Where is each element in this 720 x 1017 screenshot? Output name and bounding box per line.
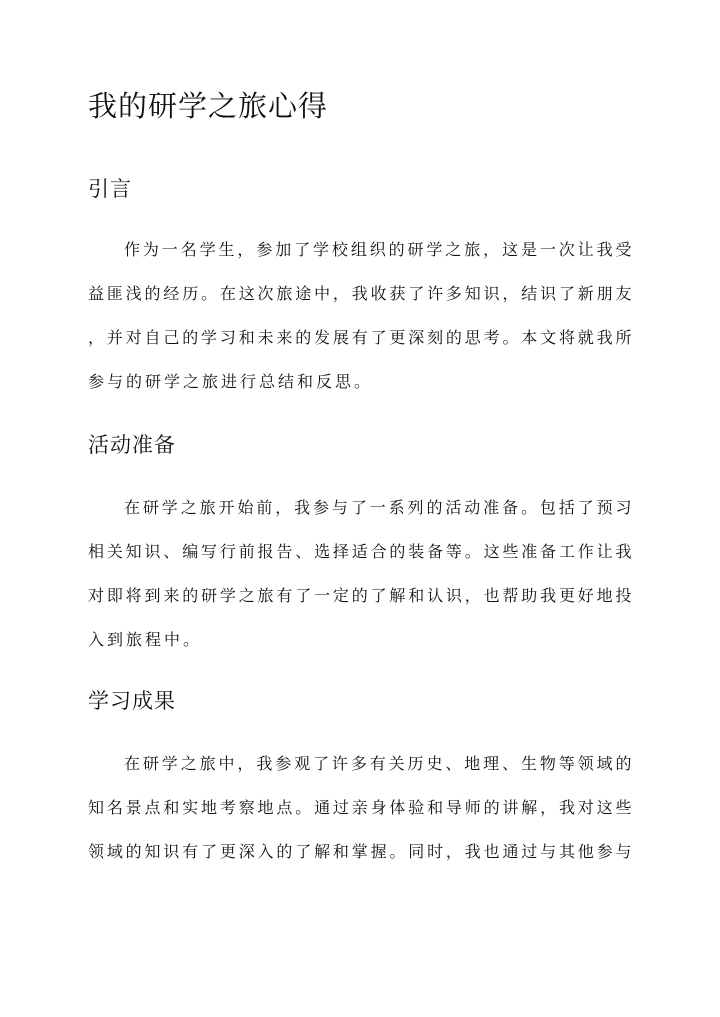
paragraph-line: 相关知识、编写行前报告、选择适合的装备等。这些准备工作让我 bbox=[88, 542, 632, 561]
section-heading-preparation: 活动准备 bbox=[88, 433, 176, 457]
paragraph-line: 领域的知识有了更深入的了解和掌握。同时，我也通过与其他参与 bbox=[88, 842, 632, 861]
paragraph-introduction bbox=[88, 236, 632, 412]
paragraph-line: ，并对自己的学习和未来的发展有了更深刻的思考。本文将就我所 bbox=[88, 328, 632, 347]
paragraph-line: 在研学之旅开始前，我参与了一系列的活动准备。包括了预习 bbox=[124, 498, 632, 517]
paragraph-line: 入到旅程中。 bbox=[88, 630, 203, 649]
section-heading-learning-outcomes: 学习成果 bbox=[88, 689, 176, 713]
paragraph-line: 作为一名学生，参加了学校组织的研学之旅，这是一次让我受 bbox=[124, 240, 632, 259]
section-heading-introduction: 引言 bbox=[88, 177, 132, 201]
paragraph-line: 在研学之旅中，我参观了许多有关历史、地理、生物等领域的 bbox=[124, 754, 632, 773]
paragraph-line: 对即将到来的研学之旅有了一定的了解和认识，也帮助我更好地投 bbox=[88, 586, 632, 605]
document-title: 我的研学之旅心得 bbox=[88, 89, 329, 123]
paragraph-line: 益匪浅的经历。在这次旅途中，我收获了许多知识，结识了新朋友 bbox=[88, 284, 632, 303]
paragraph-line: 参与的研学之旅进行总结和反思。 bbox=[88, 372, 374, 391]
paragraph-line: 知名景点和实地考察地点。通过亲身体验和导师的讲解，我对这些 bbox=[88, 798, 632, 817]
paragraph-preparation bbox=[88, 494, 632, 670]
paragraph-learning-outcomes bbox=[88, 750, 632, 882]
